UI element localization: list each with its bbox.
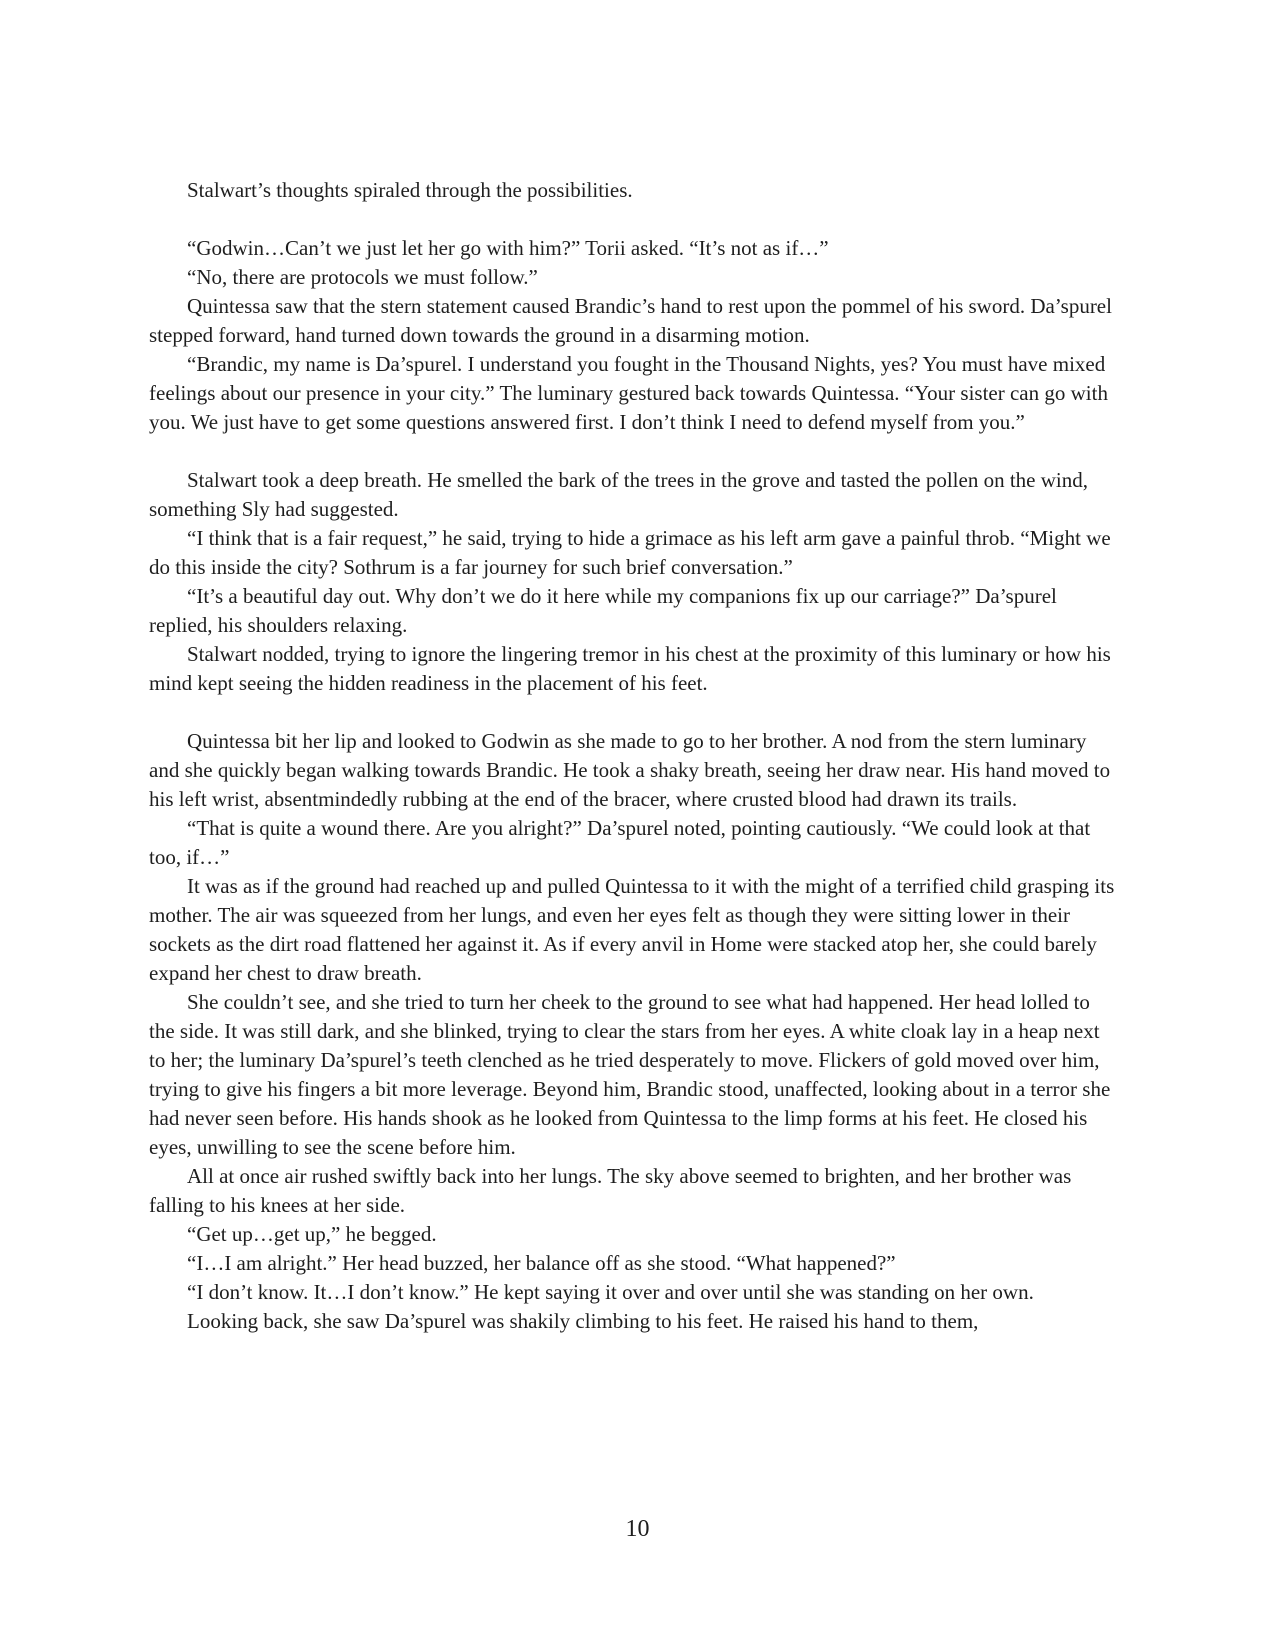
paragraph: “It’s a beautiful day out. Why don’t we do it here while my companions fix up our carriage?” Da’spurel replied, his shoulders relaxing. [149, 584, 1057, 637]
paragraph: Stalwart nodded, trying to ignore the lingering tremor in his chest at the proximity of this luminary or how his mind kept seeing the hidden readiness in the placement of his feet. [149, 642, 1111, 695]
document-body [149, 176, 1116, 1336]
paragraph: “That is quite a wound there. Are you alright?” Da’spurel noted, pointing cautiously. “We could look at that too, if…” [149, 816, 1091, 869]
paragraph: “I…I am alright.” Her head buzzed, her balance off as she stood. “What happened?” [187, 1251, 896, 1275]
page-number: 10 [625, 1516, 650, 1542]
paragraph: It was as if the ground had reached up and pulled Quintessa to it with the might of a terrified child grasping its mother. The air was squeezed from her lungs, and even her eyes felt as though they were sitting lower in their sockets as the dirt road flattened her against it. As if every anvil in Home were stacked atop her, she could barely expand her chest to draw breath. [149, 874, 1115, 985]
paragraph: “No, there are protocols we must follow.” [187, 265, 538, 289]
paragraph: Quintessa saw that the stern statement caused Brandic’s hand to rest upon the pommel of his sword. Da’spurel stepped forward, hand turned down towards the ground in a disarming motion. [149, 294, 1112, 347]
paragraph: She couldn’t see, and she tried to turn her cheek to the ground to see what had happened. Her head lolled to the side. It was still dark, and she blinked, trying to clear the stars from her eyes. A white cloak lay in a heap next to her; the luminary Da’spurel’s teeth clenched as he tried desperately to move. Flickers of gold moved over him, trying to give his fingers a bit more leverage. Beyond him, Brandic stood, unaffected, looking about in a terror she had never seen before. His hands shook as he looked from Quintessa to the limp forms at his feet. He closed his eyes, unwilling to see the scene before him. [149, 990, 1111, 1159]
paragraph: Stalwart’s thoughts spiraled through the possibilities. [187, 178, 633, 202]
paragraph: All at once air rushed swiftly back into her lungs. The sky above seemed to brighten, and her brother was falling to his knees at her side. [149, 1164, 1072, 1217]
paragraph: “Brandic, my name is Da’spurel. I understand you fought in the Thousand Nights, yes? You must have mixed feelings about our presence in your city.” The luminary gestured back towards Quintessa. “Your sister can go with you. We just have to get some questions answered first. I don’t think I need to defend myself from you.” [149, 352, 1108, 434]
paragraph: Stalwart took a deep breath. He smelled the bark of the trees in the grove and tasted the pollen on the wind, something Sly had suggested. [149, 468, 1088, 521]
paragraph: Looking back, she saw Da’spurel was shakily climbing to his feet. He raised his hand to them, [187, 1309, 979, 1333]
paragraph: “I think that is a fair request,” he said, trying to hide a grimace as his left arm gave a painful throb. “Might we do this inside the city? Sothrum is a far journey for such brief conversation.” [149, 526, 1111, 579]
paragraph: “Godwin…Can’t we just let her go with him?” Torii asked. “It’s not as if…” [187, 236, 829, 260]
paragraph: Quintessa bit her lip and looked to Godwin as she made to go to her brother. A nod from the stern luminary and she quickly began walking towards Brandic. He took a shaky breath, seeing her draw near. His hand moved to his left wrist, absentmindedly rubbing at the end of the bracer, where crusted blood had drawn its trails. [149, 729, 1111, 811]
paragraph: “Get up…get up,” he begged. [187, 1222, 437, 1246]
paragraph: “I don’t know. It…I don’t know.” He kept saying it over and over until she was standing on her own. [187, 1280, 1034, 1304]
